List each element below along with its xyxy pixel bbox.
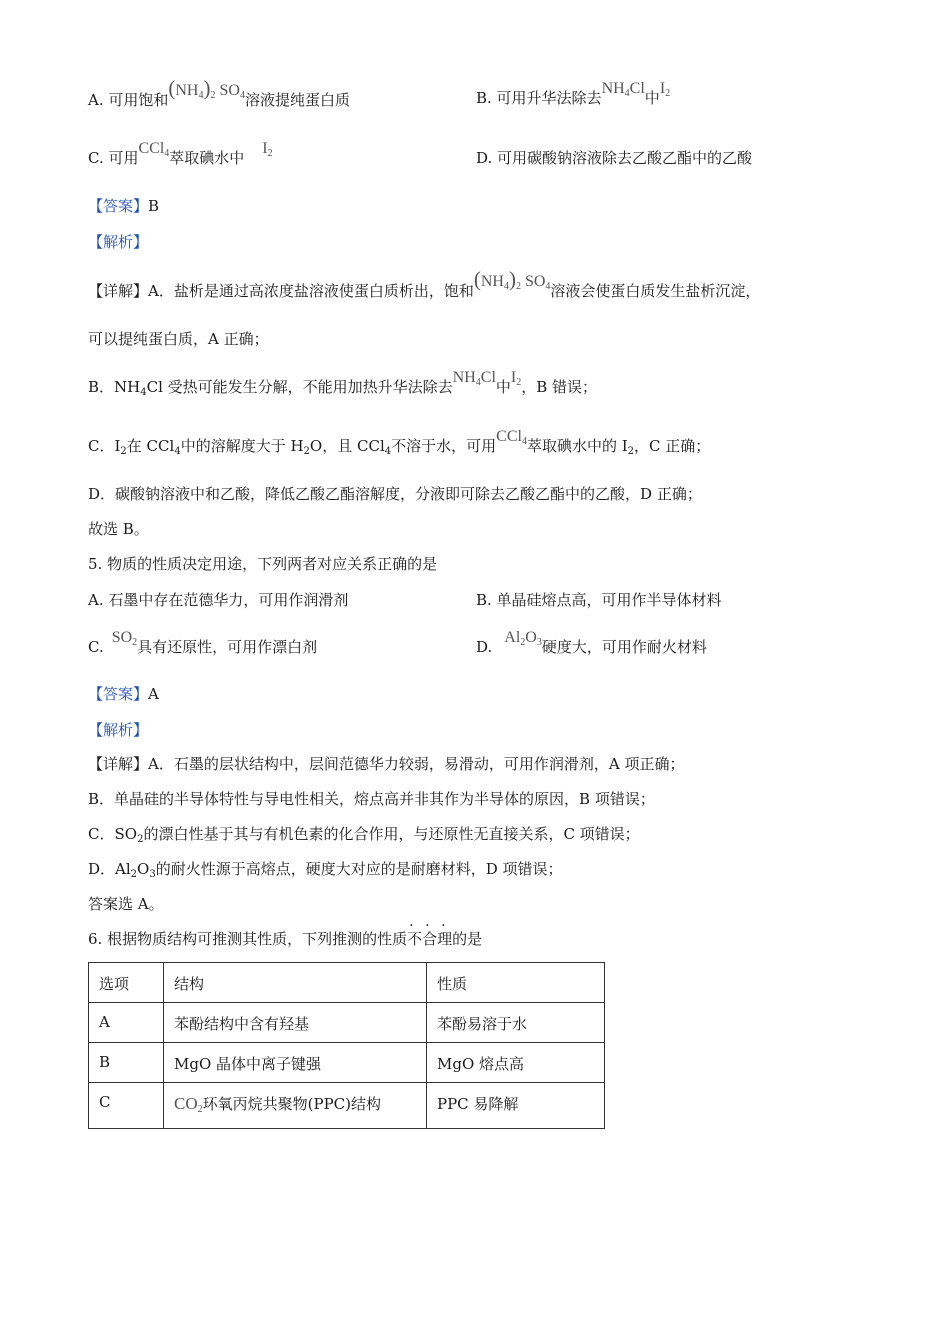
ccl4-formula: CCl$_4$ [496,428,527,447]
q5-detail-d-1: D．Al [88,860,131,878]
header-option: 选项 [89,963,164,1003]
q4-detail-a-text: A．盐析是通过高浓度盐溶液使蛋白质析出，饱和 [148,282,474,300]
q6-stem [88,929,482,949]
q4-detail-b-text-2: Cl 受热可能发生分解，不能用加热升华法除去 [146,378,453,396]
row-structure-cell [164,1083,427,1129]
q4-option-b [476,80,671,114]
q4-detail-b-mid: 中 [495,378,511,396]
q5-detail-c-2: 的漂白性基于其与有机色素的化合作用，与还原性无直接关系，C 项错误； [143,825,640,843]
q4-detail-c: C．$I_2$在 CCl$_4$中的溶解度大于 $H_2O$，且 CCl$_4$不溶于水，可用CCl$_4$萃取碘水中的 $I_2$，C 正确； [88,428,711,457]
q4-detail-b: B．$NH_4Cl$ 受热可能发生分解，不能用加热升华法除去$NH_4Cl$中$I_2$，B 错误； [88,369,598,398]
header-property: 性质 [427,963,605,1003]
q4-option-d: D. 可用碳酸钠溶液除去乙酸乙酯中的乙酸 [476,149,753,167]
q4-option-a-prefix: A. 可用饱和 [88,91,169,109]
detail-label: 【详解】 [88,755,149,773]
q5-detail-c: C．$SO_2$的漂白性基于其与有机色素的化合作用，与还原性无直接关系，C 项错误； [88,825,640,845]
q5-detail-a-text: A．石墨的层状结构中，层间范德华力较弱，易滑动，可用作润滑剂，A 项正确； [148,755,685,773]
q4-option-c [88,140,273,174]
q4-detail-c-7: ，C 正确； [634,437,711,455]
answer-label: 【答案】 [88,197,149,215]
iodine-formula: $I_2$ [510,369,522,388]
answer-label: 【答案】 [88,685,149,703]
ammonium-chloride-formula: $NH_4Cl$ [452,369,496,388]
q5-conclusion: 答案选 A。 [88,895,164,913]
q5-detail-a [88,754,684,774]
q4-answer [88,196,159,216]
q6-table [88,962,605,1129]
q5-option-d-suffix: 硬度大，可用作耐火材料 [541,638,707,656]
co2-formula: $CO_2$ [174,1094,203,1115]
q4-detail-a-text-2: 溶液会使蛋白质发生盐析沉淀， [550,282,761,300]
q4-detail-b-text: B．NH [88,378,141,396]
q5-stem: 5. 物质的性质决定用途，下列两者对应关系正确的是 [88,555,438,573]
table-row [89,1083,605,1129]
q5-detail-d-3: 的耐火性源于高熔点，硬度大对应的是耐磨材料，D 项错误； [155,860,563,878]
q4-detail-a [88,267,761,307]
q5-option-c-suffix: 具有还原性，可用作漂白剂 [137,638,318,656]
ccl4-formula: CCl$_4$ [138,140,170,159]
row-structure: 环氧丙烷共聚物(PPC)结构 [202,1095,381,1113]
row-option: C [89,1083,164,1129]
q6-stem-post: 的是 [452,930,483,948]
q5-option-a: A. 石墨中存在范德华力，可用作润滑剂 [88,591,349,609]
q4-detail-b-end: ，B 错误； [521,378,598,396]
table-row [89,1003,605,1043]
ammonium-chloride-formula: $NH_4Cl$ [601,80,645,99]
q4-option-b-mid: 中 [644,89,660,107]
q5-detail-d: D．$Al_2O_3$的耐火性源于高熔点，硬度大对应的是耐磨材料，D 项错误； [88,860,563,880]
q5-detail-c-1: C．SO [88,825,138,843]
row-property: PPC 易降解 [427,1083,605,1129]
table-row [89,1043,605,1083]
q4-option-a [88,76,350,116]
answer-value: B [148,197,160,215]
row-property: 苯酚易溶于水 [427,1003,605,1043]
q4-conclusion: 故选 B。 [88,520,149,538]
q4-detail-c-5: 不溶于水，可用 [391,437,497,455]
ammonium-sulfate-formula: $(NH_4)_2$ $SO_4$ [473,267,551,292]
q6-stem-pre: 6. 根据物质结构可推测其性质，下列推测的性质 [88,930,408,948]
row-property: MgO 熔点高 [427,1043,605,1083]
q5-option-b: B. 单晶硅熔点高，可用作半导体材料 [476,591,722,609]
q5-analysis-label: 【解析】 [88,721,149,739]
q5-option-d-prefix: D. [476,638,493,656]
q5-detail-d-2: O [137,860,150,878]
q5-option-c-prefix: C. [88,638,104,656]
row-option: B [89,1043,164,1083]
q4-option-b-prefix: B. 可用升华法除去 [476,89,602,107]
q5-detail-b: B．单晶硅的半导体特性与导电性相关，熔点高并非其作为半导体的原因，B 项错误； [88,790,655,808]
detail-label: 【详解】 [88,282,149,300]
header-structure: 结构 [164,963,427,1003]
q4-option-c-suffix: 萃取碘水中 [169,149,245,167]
row-structure: MgO 晶体中离子键强 [164,1043,427,1083]
so2-formula: $SO_2$ [111,629,138,648]
q4-option-a-suffix: 溶液提纯蛋白质 [244,91,350,109]
q6-stem-emphasis: · · · 不合理 [407,929,452,949]
iodine-formula: $I_2$ [659,80,671,99]
iodine-formula: $I_2$ [262,140,273,159]
answer-value: A [148,685,159,703]
table-header-row [89,963,605,1003]
q4-detail-d: D．碳酸钠溶液中和乙酸，降低乙酸乙酯溶解度，分液即可除去乙酸乙酯中的乙酸，D 正确； [88,485,702,503]
q4-option-c-prefix: C. 可用 [88,149,139,167]
q5-answer [88,684,159,704]
ammonium-sulfate-formula: $(NH_4)_2$ $SO_4$ [168,76,245,101]
q4-detail-c-4: O，且 CCl [309,437,385,455]
q4-detail-c-1: C．I [88,437,121,455]
q4-detail-c-6: 萃取碘水中的 I [526,437,628,455]
q4-detail-c-2: 在 CCl [126,437,175,455]
q4-detail-c-3: 中的溶解度大于 H [180,437,304,455]
q4-detail-a-cont: 可以提纯蛋白质，A 正确； [88,330,269,348]
q5-option-d [476,629,707,663]
al2o3-formula: $Al_2O_3$ [504,629,542,648]
q5-option-c [88,629,318,663]
row-option: A [89,1003,164,1043]
row-structure: 苯酚结构中含有羟基 [164,1003,427,1043]
q4-analysis-label: 【解析】 [88,233,149,251]
